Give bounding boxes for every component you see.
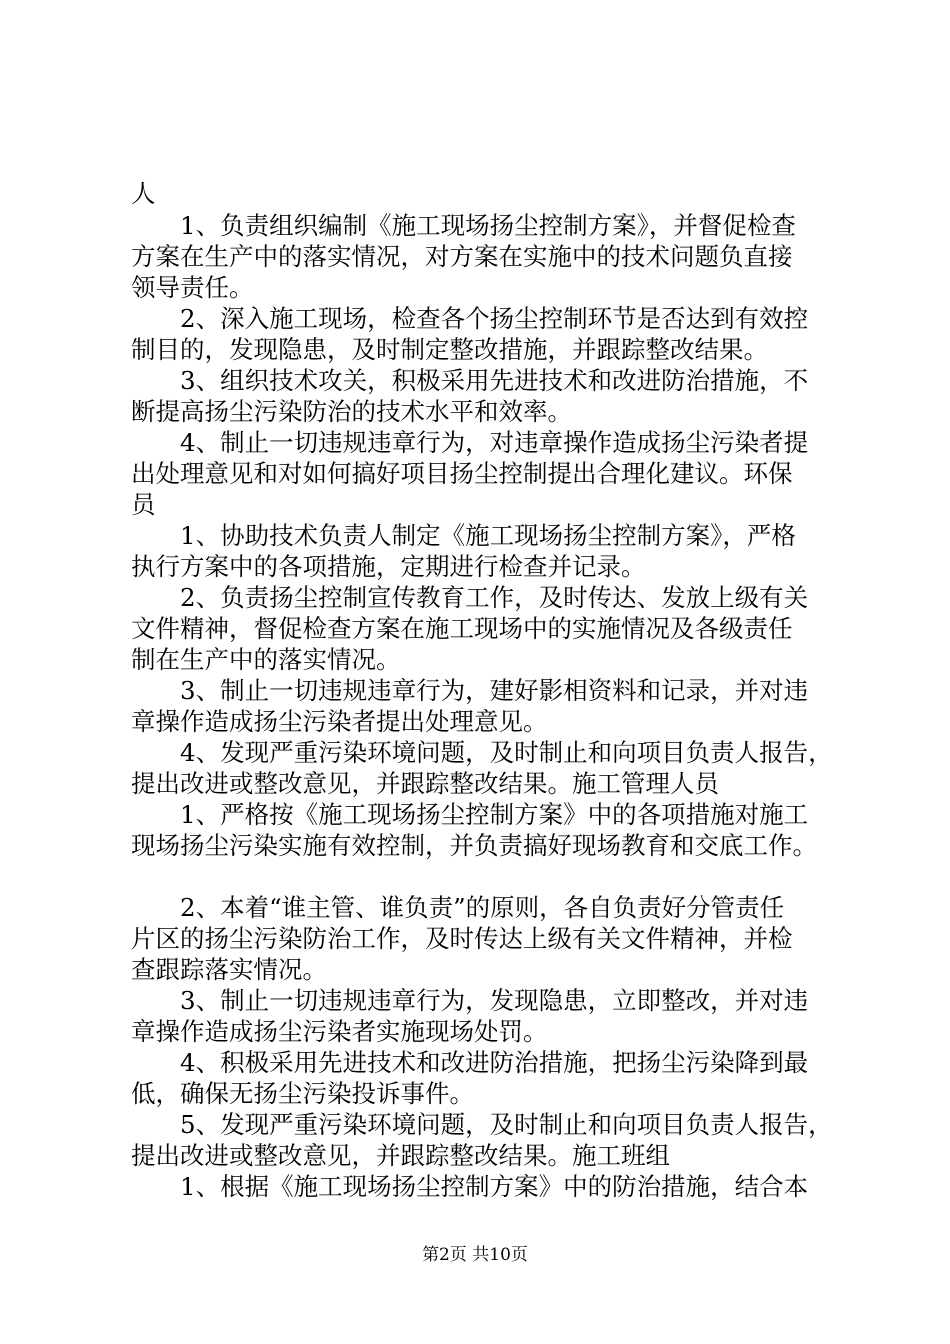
page-number-footer: 第2页 共10页 bbox=[422, 1245, 528, 1265]
text-line: 1、负责组织编制《施工现场扬尘控制方案》，并督促检查 bbox=[131, 211, 796, 240]
text-line: 人 bbox=[131, 179, 156, 208]
text-line: 1、协助技术负责人制定《施工现场扬尘控制方案》，严格 bbox=[131, 521, 796, 550]
text-line: 现场扬尘污染实施有效控制，并负责搞好现场教育和交底工作。 bbox=[131, 831, 817, 860]
text-line: 4、制止一切违规违章行为，对违章操作造成扬尘污染者提 bbox=[131, 428, 809, 457]
text-line: 文件精神，督促检查方案在施工现场中的实施情况及各级责任 bbox=[131, 614, 793, 643]
text-line: 领导责任。 bbox=[131, 273, 254, 302]
text-line: 提出改进或整改意见，并跟踪整改结果。施工管理人员 bbox=[131, 769, 719, 798]
text-line: 制在生产中的落实情况。 bbox=[131, 645, 401, 674]
text-line: 查跟踪落实情况。 bbox=[131, 955, 327, 984]
text-line: 提出改进或整改意见，并跟踪整改结果。施工班组 bbox=[131, 1141, 670, 1170]
text-line: 方案在生产中的落实情况，对方案在实施中的技术问题负直接 bbox=[131, 242, 793, 271]
text-line: 3、制止一切违规违章行为，发现隐患，立即整改，并对违 bbox=[131, 986, 809, 1015]
text-line: 章操作造成扬尘污染者实施现场处罚。 bbox=[131, 1017, 548, 1046]
text-line: 4、发现严重污染环境问题，及时制止和向项目负责人报告， bbox=[131, 738, 833, 767]
text-line: 2、深入施工现场，检查各个扬尘控制环节是否达到有效控 bbox=[131, 304, 809, 333]
text-line: 1、严格按《施工现场扬尘控制方案》中的各项措施对施工 bbox=[131, 800, 809, 829]
text-line: 章操作造成扬尘污染者提出处理意见。 bbox=[131, 707, 548, 736]
text-line: 断提高扬尘污染防治的技术水平和效率。 bbox=[131, 397, 572, 426]
text-line: 5、发现严重污染环境问题，及时制止和向项目负责人报告， bbox=[131, 1110, 833, 1139]
text-line: 员 bbox=[131, 490, 156, 519]
text-line: 1、根据《施工现场扬尘控制方案》中的防治措施，结合本 bbox=[131, 1172, 809, 1201]
text-line: 2、本着“谁主管、谁负责”的原则，各自负责好分管责任 bbox=[131, 893, 785, 922]
text-line: 2、负责扬尘控制宣传教育工作，及时传达、发放上级有关 bbox=[131, 583, 809, 612]
text-line: 低，确保无扬尘污染投诉事件。 bbox=[131, 1079, 474, 1108]
text-line: 3、制止一切违规违章行为，建好影相资料和记录，并对违 bbox=[131, 676, 809, 705]
text-line: 4、积极采用先进技术和改进防治措施，把扬尘污染降到最 bbox=[131, 1048, 809, 1077]
text-line: 3、组织技术攻关，积极采用先进技术和改进防治措施，不 bbox=[131, 366, 809, 395]
text-line: 片区的扬尘污染防治工作，及时传达上级有关文件精神，并检 bbox=[131, 924, 793, 953]
text-line: 制目的，发现隐患，及时制定整改措施，并跟踪整改结果。 bbox=[131, 335, 768, 364]
text-line: 执行方案中的各项措施，定期进行检查并记录。 bbox=[131, 552, 646, 581]
text-line: 出处理意见和对如何搞好项目扬尘控制提出合理化建议。环保 bbox=[131, 459, 793, 488]
